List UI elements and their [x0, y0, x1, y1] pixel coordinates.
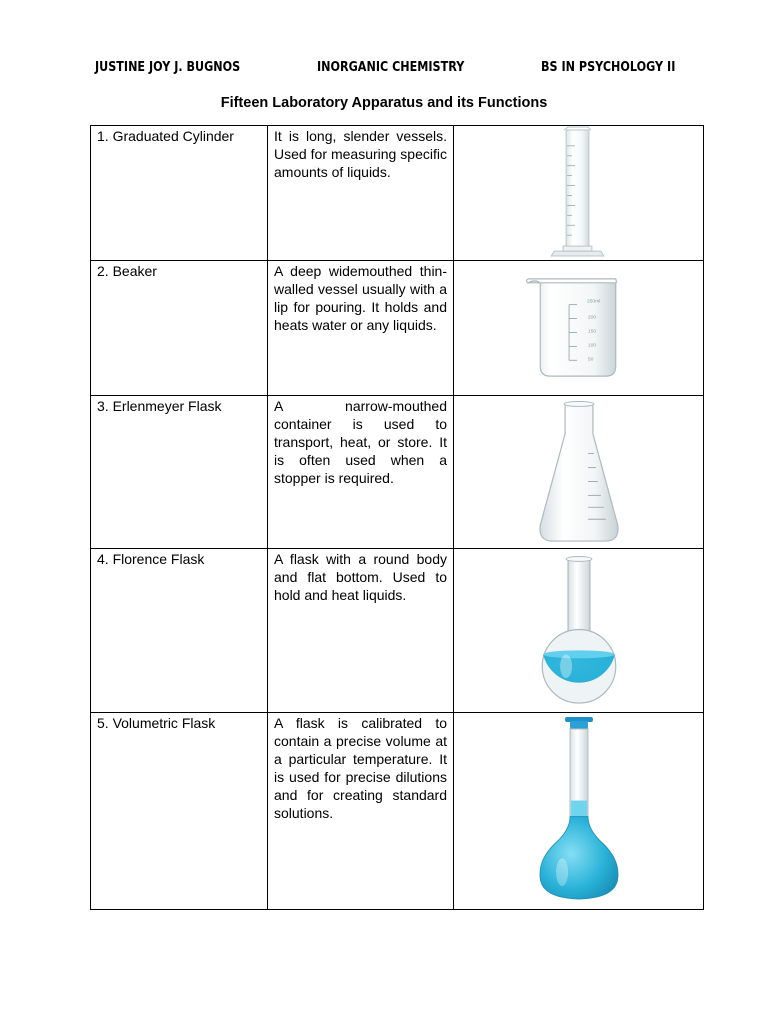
- apparatus-image-cell: [454, 261, 704, 396]
- apparatus-description: A narrow-mouthed container is used to transport, heat, or store. It is often used when a stopper is required.: [268, 396, 454, 549]
- page-header: [0, 60, 768, 80]
- apparatus-image-cell: [454, 549, 704, 713]
- table-row: [91, 261, 704, 396]
- author-name: JUSTINE JOY J. BUGNOS: [95, 60, 241, 75]
- apparatus-name: 1. Graduated Cylinder: [91, 126, 268, 261]
- apparatus-description: It is long, slender vessels. Used for measuring specific amounts of liquids.: [268, 126, 454, 261]
- table-row: [91, 713, 704, 910]
- apparatus-name: 3. Erlenmeyer Flask: [91, 396, 268, 549]
- erlenmeyer-flask-image: [454, 396, 703, 548]
- svg-text:50: 50: [587, 357, 594, 363]
- document-title: Fifteen Laboratory Apparatus and its Functions: [220, 95, 548, 111]
- beaker-image: [454, 261, 703, 395]
- apparatus-description: A flask with a round body and flat bottom. Used to hold and heat liquids.: [268, 549, 454, 713]
- apparatus-description: A deep widemouthed thin-walled vessel usually with a lip for pouring. It holds and heats water or any liquids.: [268, 261, 454, 396]
- svg-text:250ml: 250ml: [586, 299, 601, 305]
- table-row: [91, 126, 704, 261]
- graduated-cylinder-image: [454, 126, 703, 260]
- svg-text:150: 150: [587, 329, 597, 335]
- apparatus-image-cell: [454, 396, 704, 549]
- apparatus-image-cell: [454, 126, 704, 261]
- subject-name: INORGANIC CHEMISTRY: [317, 60, 465, 75]
- volumetric-flask-image: [454, 713, 703, 909]
- apparatus-name: 4. Florence Flask: [91, 549, 268, 713]
- apparatus-description: A flask is calibrated to contain a precise volume at a particular temperature. It is used for precise dilutions and for creating standard solutions.: [268, 713, 454, 910]
- course-name: BS IN PSYCHOLOGY II: [541, 60, 676, 75]
- table-row: [91, 549, 704, 713]
- apparatus-image-cell: [454, 713, 704, 910]
- apparatus-table: [90, 125, 704, 910]
- apparatus-name: 5. Volumetric Flask: [91, 713, 268, 910]
- svg-text:200: 200: [587, 315, 597, 321]
- table-row: [91, 396, 704, 549]
- svg-text:100: 100: [587, 343, 597, 349]
- florence-flask-image: [454, 549, 703, 712]
- apparatus-name: 2. Beaker: [91, 261, 268, 396]
